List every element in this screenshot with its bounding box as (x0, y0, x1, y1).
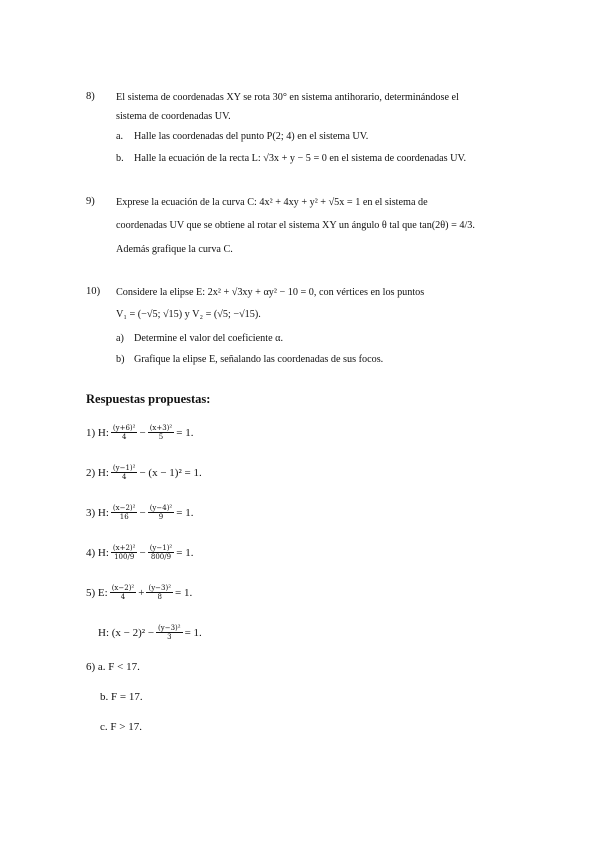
answer-5h-prefix: H: (x − 2)² − (98, 626, 155, 639)
answer-5h-rhs: = 1. (184, 626, 202, 639)
answer-4 (86, 544, 193, 561)
answer-2-num-1: (y−1)² (112, 464, 136, 472)
answer-4-fraction-1 (111, 544, 138, 561)
answer-4-fraction-2 (148, 544, 175, 561)
answer-5h-num: (y−3)² (158, 624, 181, 632)
answer-5-rhs: = 1. (175, 586, 193, 599)
problem-10a-label: a) (116, 333, 124, 344)
answer-4-den-1: 100/9 (114, 553, 135, 561)
problem-10b-text: Grafique la elipse E, señalando las coordenadas de sus focos. (134, 354, 384, 365)
problem-9-number: 9) (86, 196, 95, 207)
answer-5h-den: 3 (167, 633, 172, 641)
answer-6c: c. F > 17. (100, 721, 142, 733)
answer-5-ellipse (86, 584, 192, 601)
answer-2-fraction-1 (111, 464, 138, 481)
problem-10a-text: Determine el valor del coeficiente α. (134, 333, 284, 344)
answer-5-den-1: 4 (120, 593, 126, 601)
answer-1-num-1: (y+6)² (112, 424, 136, 432)
answer-3 (86, 504, 193, 521)
problem-8-number: 8) (86, 91, 95, 102)
problem-9-line-2: coordenadas UV que se obtiene al rotar el sistema XY un ángulo θ tal que tan(2θ) = 4/3. (116, 220, 475, 231)
answer-4-prefix: 4) H: (86, 546, 109, 559)
answer-1 (86, 424, 193, 441)
answer-3-fraction-1 (111, 504, 138, 521)
answer-6b: b. F = 17. (100, 691, 143, 703)
answer-2-den-1: 4 (121, 473, 127, 481)
answer-4-operator: − (139, 546, 146, 559)
answer-3-rhs: = 1. (176, 506, 194, 519)
answer-3-operator: − (139, 506, 146, 519)
answer-5-num-2: (y−3)² (148, 584, 172, 592)
answer-4-rhs: = 1. (176, 546, 194, 559)
answer-5-fraction-1 (110, 584, 137, 601)
answer-5h-fraction (156, 624, 183, 641)
answer-3-num-2: (y−4)² (149, 504, 173, 512)
answer-4-den-2: 800/9 (150, 553, 172, 561)
answer-5-prefix: 5) E: (86, 586, 108, 599)
answer-5-operator: + (138, 586, 145, 599)
answer-2 (86, 464, 202, 481)
answer-4-num-1: (x+2)² (112, 544, 136, 552)
problem-8b-label: b. (116, 153, 124, 164)
problem-8a-text: Halle las coordenadas del punto P(2; 4) en el sistema UV. (134, 131, 369, 142)
problem-10-number: 10) (86, 286, 101, 297)
answer-3-den-1: 16 (119, 513, 129, 521)
answer-6a: 6) a. F < 17. (86, 661, 140, 673)
answer-5-num-1: (x−2)² (111, 584, 135, 592)
answer-5-fraction-2 (146, 584, 173, 601)
answer-4-num-2: (y−1)² (149, 544, 173, 552)
answer-1-prefix: 1) H: (86, 426, 109, 439)
problem-8-line-2: sistema de coordenadas UV. (116, 111, 231, 122)
answer-1-fraction-2 (148, 424, 175, 441)
problem-8b-text: Halle la ecuación de la recta L: √3x + y − 5 = 0 en el sistema de coordenadas UV. (134, 153, 467, 164)
problem-10b-label: b) (116, 354, 125, 365)
problem-9-line-1: Exprese la ecuación de la curva C: 4x² + 4xy + y² + √5x = 1 en el sistema de (116, 197, 428, 208)
answer-3-den-2: 9 (158, 513, 164, 521)
answer-5-den-2: 8 (157, 593, 162, 601)
answers-heading: Respuestas propuestas: (86, 392, 211, 406)
answer-1-rhs: = 1. (176, 426, 194, 439)
answer-1-operator: − (139, 426, 146, 439)
answer-2-prefix: 2) H: (86, 466, 109, 479)
answer-1-num-2: (x+3)² (149, 424, 173, 432)
answer-2-rest: − (x − 1)² = 1. (139, 466, 202, 479)
problem-10-line-1: Considere la elipse E: 2x² + √3xy + αy² − 10 = 0, con vértices en los puntos (116, 287, 425, 298)
answer-3-num-1: (x−2)² (112, 504, 136, 512)
problem-10-line-2: V₁ = (−√5; √15) y V₂ = (√5; −√15). (116, 309, 261, 320)
answer-3-prefix: 3) H: (86, 506, 109, 519)
answer-1-den-1: 4 (121, 433, 127, 441)
problem-8-line-1: El sistema de coordenadas XY se rota 30° en sistema antihorario, determinándose el (116, 92, 459, 103)
problem-8a-label: a. (116, 131, 124, 142)
answer-1-den-2: 5 (158, 433, 164, 441)
answer-5-hyperbola (98, 624, 202, 641)
answer-1-fraction-1 (111, 424, 138, 441)
problem-9-line-3: Además grafique la curva C. (116, 244, 233, 255)
answer-3-fraction-2 (148, 504, 175, 521)
